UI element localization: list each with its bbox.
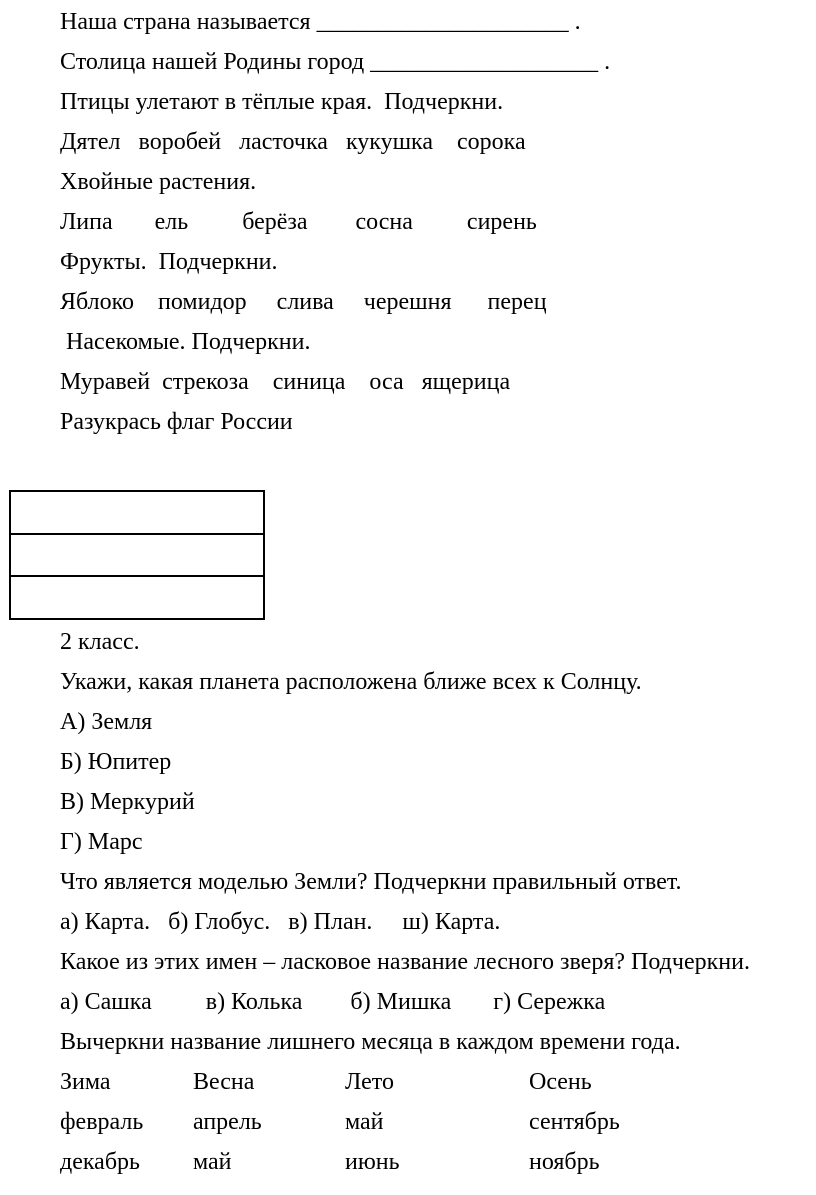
- animal-name-options: а) Сашка в) Колька б) Мишка г) Сережка: [60, 989, 606, 1015]
- insects-word-list: Муравей стрекоза синица оса ящерица: [60, 369, 511, 395]
- planet-option-v: В) Меркурий: [60, 789, 195, 815]
- month-cell-summer-1: май: [345, 1109, 384, 1135]
- season-header-autumn: Осень: [529, 1069, 592, 1095]
- month-cell-autumn-2: ноябрь: [529, 1149, 600, 1175]
- planet-option-b: Б) Юпитер: [60, 749, 172, 775]
- fill-in-capital-line: Столица нашей Родины город ___________________ .: [60, 49, 611, 75]
- month-cell-autumn-1: сентябрь: [529, 1109, 620, 1135]
- grade-label: 2 класс.: [60, 629, 140, 655]
- flag-stripe-middle: [11, 535, 263, 578]
- flag-task-prompt: Разукрась флаг России: [60, 409, 293, 435]
- russia-flag-outline: [9, 490, 265, 620]
- planet-option-g: Г) Марс: [60, 829, 143, 855]
- months-task-prompt: Вычеркни название лишнего месяца в каждом времени года.: [60, 1029, 681, 1055]
- season-header-summer: Лето: [345, 1069, 394, 1095]
- fruits-heading: Фрукты. Подчеркни.: [60, 249, 278, 275]
- planet-question: Укажи, какая планета расположена ближе всех к Солнцу.: [60, 669, 642, 695]
- month-cell-spring-1: апрель: [193, 1109, 262, 1135]
- fruits-word-list: Яблоко помидор слива черешня перец: [60, 289, 547, 315]
- insects-heading: Насекомые. Подчеркни.: [60, 329, 311, 355]
- flag-stripe-top: [11, 492, 263, 535]
- conifers-word-list: Липа ель берёза сосна сирень: [60, 209, 537, 235]
- planet-option-a: А) Земля: [60, 709, 153, 735]
- month-cell-spring-2: май: [193, 1149, 232, 1175]
- month-cell-winter-2: декабрь: [60, 1149, 140, 1175]
- month-cell-summer-2: июнь: [345, 1149, 400, 1175]
- animal-name-question: Какое из этих имен – ласковое название лесного зверя? Подчеркни.: [60, 949, 750, 975]
- conifers-heading: Хвойные растения.: [60, 169, 257, 195]
- birds-word-list: Дятел воробей ласточка кукушка сорока: [60, 129, 526, 155]
- earth-model-question: Что является моделью Земли? Подчеркни правильный ответ.: [60, 869, 682, 895]
- season-header-spring: Весна: [193, 1069, 255, 1095]
- seasons-table: [60, 1062, 796, 1182]
- birds-task-prompt: Птицы улетают в тёплые края. Подчеркни.: [60, 89, 504, 115]
- month-cell-winter-1: февраль: [60, 1109, 144, 1135]
- season-header-winter: Зима: [60, 1069, 111, 1095]
- fill-in-country-line: Наша страна называется _____________________ .: [60, 9, 581, 35]
- flag-stripe-bottom: [11, 577, 263, 618]
- earth-model-options: а) Карта. б) Глобус. в) План. ш) Карта.: [60, 909, 501, 935]
